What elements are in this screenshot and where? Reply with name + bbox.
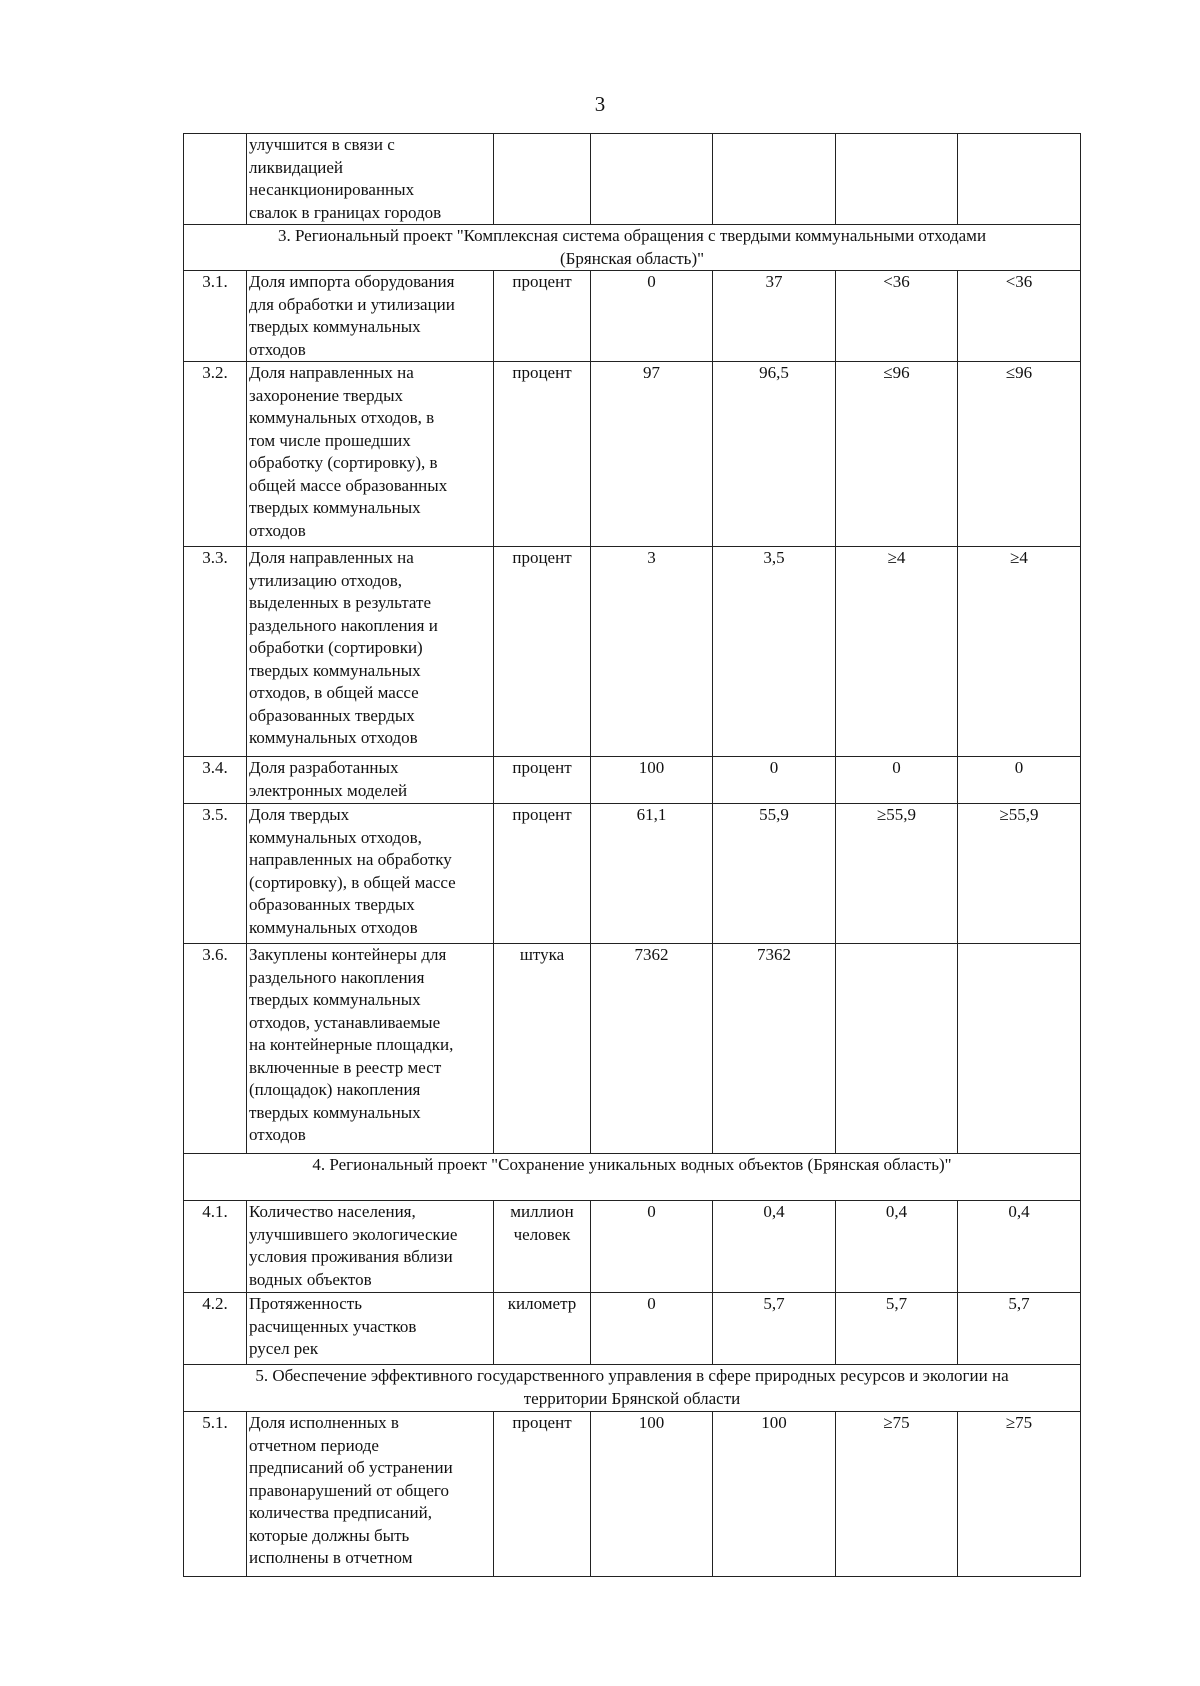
- value-1: 0: [591, 271, 713, 362]
- value-1: 7362: [591, 944, 713, 1154]
- value-1: 0: [591, 1293, 713, 1365]
- indicator-name: Доля направленных на утилизацию отходов, выделенных в результате раздельного накопления и обработки (сортировки) твердых коммунальных отходов, в общей массе образованных твердых коммунальных отходов: [247, 547, 494, 757]
- row-number: [184, 134, 247, 225]
- value-3: 0: [836, 757, 958, 804]
- value-2: 96,5: [713, 362, 836, 547]
- value-4: <36: [958, 271, 1081, 362]
- value-4: ≥75: [958, 1412, 1081, 1577]
- unit: процент: [494, 1412, 591, 1577]
- section-header: [184, 1154, 1081, 1201]
- section-title: 3. Региональный проект "Комплексная система обращения с твердыми коммунальными отходами (Брянская область)": [184, 225, 1081, 271]
- value-2: 37: [713, 271, 836, 362]
- value-1: 61,1: [591, 804, 713, 944]
- unit: процент: [494, 362, 591, 547]
- value-4: 0,4: [958, 1201, 1081, 1293]
- value-4: 5,7: [958, 1293, 1081, 1365]
- indicator-name: Доля разработанных электронных моделей: [247, 757, 494, 804]
- indicator-name: Доля твердых коммунальных отходов, направленных на обработку (сортировку), в общей массе образованных твердых коммунальных отходов: [247, 804, 494, 944]
- value-2: 3,5: [713, 547, 836, 757]
- table-row-continuation: [184, 134, 1081, 225]
- indicator-name: улучшится в связи с ликвидацией несанкционированных свалок в границах городов: [247, 134, 494, 225]
- value-2: 7362: [713, 944, 836, 1154]
- indicator-name: Количество населения, улучшившего экологические условия проживания вблизи водных объектов: [247, 1201, 494, 1293]
- value-1: 100: [591, 757, 713, 804]
- unit: миллион человек: [494, 1201, 591, 1293]
- value-3: ≥4: [836, 547, 958, 757]
- value-1: 3: [591, 547, 713, 757]
- row-number: 3.3.: [184, 547, 247, 757]
- table-row: [184, 362, 1081, 547]
- value-1: 100: [591, 1412, 713, 1577]
- value-3: [836, 944, 958, 1154]
- table-row: [184, 1293, 1081, 1365]
- section-header: [184, 1365, 1081, 1412]
- table-row: [184, 547, 1081, 757]
- unit: процент: [494, 804, 591, 944]
- table-row: [184, 1412, 1081, 1577]
- table-row: [184, 944, 1081, 1154]
- section-header: [184, 225, 1081, 271]
- row-number: 3.4.: [184, 757, 247, 804]
- value-1: 97: [591, 362, 713, 547]
- unit: процент: [494, 757, 591, 804]
- row-number: 4.1.: [184, 1201, 247, 1293]
- value-2: 55,9: [713, 804, 836, 944]
- indicator-name: Доля исполненных в отчетном периоде предписаний об устранении правонарушений от общего количества предписаний, которые должны быть исполнены в отчетном: [247, 1412, 494, 1577]
- unit: процент: [494, 271, 591, 362]
- row-number: 4.2.: [184, 1293, 247, 1365]
- value-2: 5,7: [713, 1293, 836, 1365]
- indicator-name: Доля направленных на захоронение твердых коммунальных отходов, в том числе прошедших обработку (сортировку), в общей массе образованных твердых коммунальных отходов: [247, 362, 494, 547]
- value-4: ≤96: [958, 362, 1081, 547]
- value-3: 5,7: [836, 1293, 958, 1365]
- value-3: ≥55,9: [836, 804, 958, 944]
- value-1: 0: [591, 1201, 713, 1293]
- unit: процент: [494, 547, 591, 757]
- unit: километр: [494, 1293, 591, 1365]
- value-3: 0,4: [836, 1201, 958, 1293]
- table-row: [184, 804, 1081, 944]
- table-row: [184, 271, 1081, 362]
- section-title: 4. Региональный проект "Сохранение уникальных водных объектов (Брянская область)": [184, 1154, 1081, 1201]
- section-title: 5. Обеспечение эффективного государственного управления в сфере природных ресурсов и экологии на территории Брянской области: [184, 1365, 1081, 1412]
- value-4: ≥4: [958, 547, 1081, 757]
- value-4: 0: [958, 757, 1081, 804]
- indicator-name: Закуплены контейнеры для раздельного накопления твердых коммунальных отходов, устанавливаемые на контейнерные площадки, включенные в реестр мест (площадок) накопления твердых коммунальных отходов: [247, 944, 494, 1154]
- indicator-name: Протяженность расчищенных участков русел рек: [247, 1293, 494, 1365]
- value-3: <36: [836, 271, 958, 362]
- indicator-name: Доля импорта оборудования для обработки и утилизации твердых коммунальных отходов: [247, 271, 494, 362]
- row-number: 5.1.: [184, 1412, 247, 1577]
- value-2: 100: [713, 1412, 836, 1577]
- value-4: ≥55,9: [958, 804, 1081, 944]
- value-3: ≤96: [836, 362, 958, 547]
- row-number: 3.1.: [184, 271, 247, 362]
- unit: штука: [494, 944, 591, 1154]
- row-number: 3.6.: [184, 944, 247, 1154]
- indicators-table: [183, 133, 1081, 1577]
- value-2: 0: [713, 757, 836, 804]
- table-row: [184, 1201, 1081, 1293]
- value-2: 0,4: [713, 1201, 836, 1293]
- row-number: 3.2.: [184, 362, 247, 547]
- page-number: 3: [594, 92, 606, 116]
- row-number: 3.5.: [184, 804, 247, 944]
- value-3: ≥75: [836, 1412, 958, 1577]
- table-row: [184, 757, 1081, 804]
- value-4: [958, 944, 1081, 1154]
